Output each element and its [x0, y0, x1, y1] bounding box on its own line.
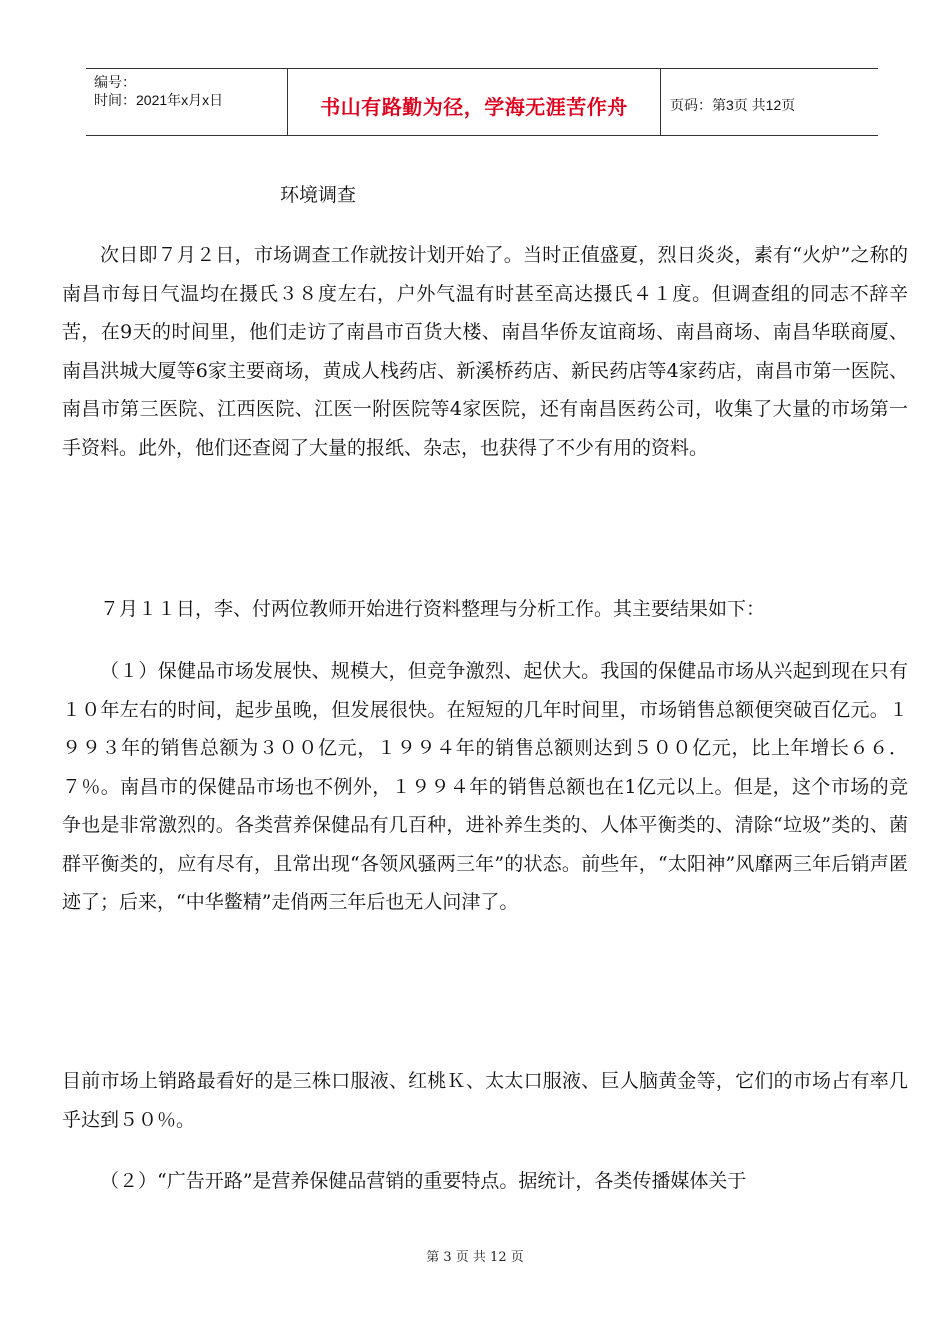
document-time-label: 时间：2021年x月x日: [94, 92, 224, 108]
paragraph-analysis-intro: ７月１１日，李、付两位教师开始进行资料整理与分析工作。其主要结果如下：: [100, 598, 766, 620]
page-header: [86, 68, 878, 136]
header-motto: 书山有路勤为径，学海无涯苦作舟: [320, 97, 628, 119]
page-footer: 第 3 页 共 12 页: [426, 1250, 524, 1265]
paragraph-field-work: 次日即７月２日，市场调查工作就按计划开始了。当时正值盛夏，烈日炎炎，素有“火炉”之称的南昌市每日气温均在摄氏３８度左右，户外气温有时甚至高达摄氏４１度。但调查组的同志不辞辛苦，在9天的时间里，他们走访了南昌市百货大楼、南昌华侨友谊商场、南昌商场、南昌华联商厦、南昌洪城大厦等6家主要商场，黄成人栈药店、新溪桥药店、新民药店等4家药店，南昌市第一医院、南昌市第三医院、江西医院、江医一附医院等4家医院，还有南昌医药公司，收集了大量的市场第一手资料。此外，他们还查阅了大量的报纸、杂志，也获得了不少有用的资料。: [62, 244, 908, 459]
paragraph-market-share: 目前市场上销路最看好的是三株口服液、红桃Ｋ、太太口服液、巨人脑黄金等，它们的市场占有率几乎达到５０％。: [62, 1070, 908, 1131]
paragraph-point-1: （１）保健品市场发展快、规模大，但竞争激烈、起伏大。我国的保健品市场从兴起到现在只有１０年左右的时间，起步虽晚，但发展很快。在短短的几年时间里，市场销售总额便突破百亿元。１９９３年的销售总额为３００亿元，１９９４年的销售总额则达到５００亿元，比上年增长６６．７％。南昌市的保健品市场也不例外，１９９４年的销售总额也在1亿元以上。但是，这个市场的竞争也是非常激烈的。各类营养保健品有几百种，进补养生类的、人体平衡类的、清除“垃圾”类的、菌群平衡类的，应有尽有，且常出现“各领风骚两三年”的状态。前些年，“太阳神”风靡两三年后销声匿迹了；后来，“中华鳖精”走俏两三年后也无人问津了。: [62, 660, 908, 913]
header-divider-right: [660, 69, 661, 135]
paragraph-point-2: （２）“广告开路”是营养保健品营销的重要特点。据统计，各类传播媒体关于: [100, 1170, 747, 1192]
header-page-number: 页码：第3页 共12页: [670, 97, 796, 113]
document-number-label: 编号：: [94, 74, 136, 90]
document-section-title: 环境调查: [280, 184, 357, 206]
header-meta: [94, 73, 223, 109]
